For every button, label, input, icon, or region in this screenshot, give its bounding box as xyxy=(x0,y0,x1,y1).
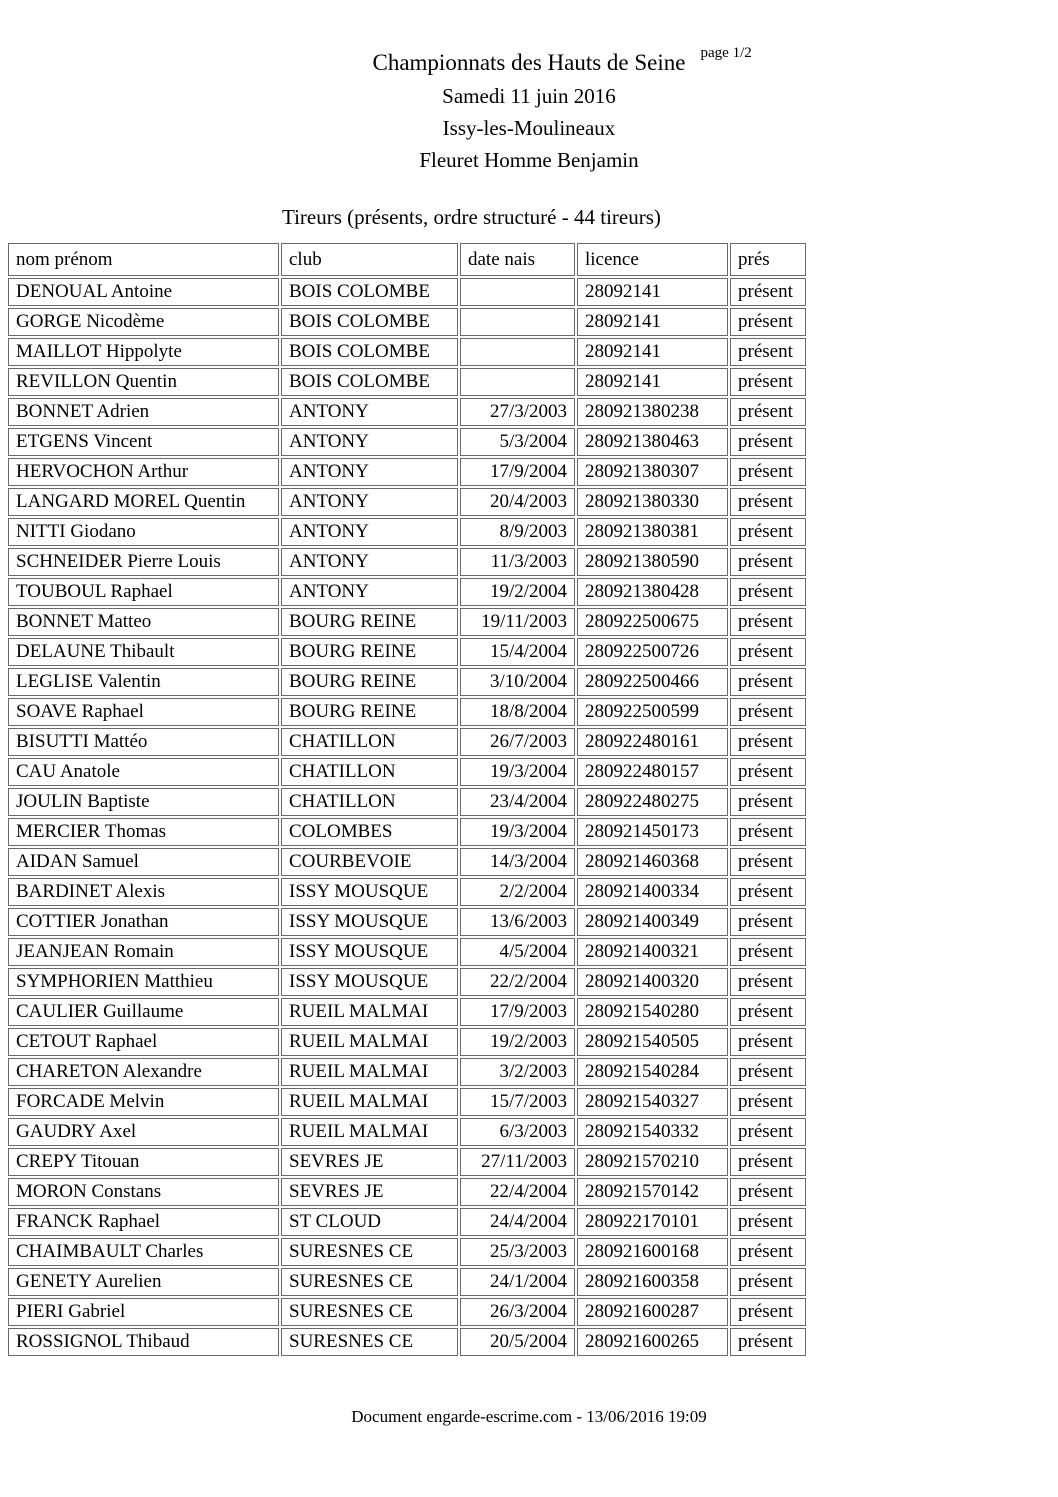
page-title: Championnats des Hauts de Seine xyxy=(372,50,686,75)
cell-licence: 280921600168 xyxy=(577,1238,728,1266)
cell-name: FRANCK Raphael xyxy=(8,1208,279,1236)
cell-present: présent xyxy=(730,938,806,966)
column-header-birthdate: date nais xyxy=(460,243,575,276)
cell-licence: 280921600287 xyxy=(577,1298,728,1326)
cell-birthdate: 6/3/2003 xyxy=(460,1118,575,1146)
cell-club: RUEIL MALMAI xyxy=(281,998,458,1026)
cell-name: LEGLISE Valentin xyxy=(8,668,279,696)
cell-birthdate: 18/8/2004 xyxy=(460,698,575,726)
cell-birthdate: 19/11/2003 xyxy=(460,608,575,636)
column-header-present: prés xyxy=(730,243,806,276)
cell-club: BOIS COLOMBE xyxy=(281,308,458,336)
cell-present: présent xyxy=(730,968,806,996)
cell-present: présent xyxy=(730,1148,806,1176)
table-header-row xyxy=(8,243,806,276)
table-row xyxy=(8,518,806,546)
cell-birthdate: 14/3/2004 xyxy=(460,848,575,876)
cell-name: CAULIER Guillaume xyxy=(8,998,279,1026)
table-row xyxy=(8,488,806,516)
cell-club: BOURG REINE xyxy=(281,698,458,726)
cell-club: ANTONY xyxy=(281,398,458,426)
cell-club: RUEIL MALMAI xyxy=(281,1028,458,1056)
cell-licence: 28092141 xyxy=(577,368,728,396)
table-row xyxy=(8,398,806,426)
cell-licence: 280922500675 xyxy=(577,608,728,636)
table-row xyxy=(8,908,806,936)
cell-birthdate: 19/3/2004 xyxy=(460,758,575,786)
table-row xyxy=(8,548,806,576)
cell-name: GENETY Aurelien xyxy=(8,1268,279,1296)
cell-club: ANTONY xyxy=(281,518,458,546)
cell-club: BOIS COLOMBE xyxy=(281,368,458,396)
cell-name: COTTIER Jonathan xyxy=(8,908,279,936)
cell-birthdate: 23/4/2004 xyxy=(460,788,575,816)
cell-club: CHATILLON xyxy=(281,728,458,756)
table-row xyxy=(8,458,806,486)
cell-club: BOIS COLOMBE xyxy=(281,278,458,306)
cell-licence: 280921400321 xyxy=(577,938,728,966)
cell-present: présent xyxy=(730,1328,806,1356)
cell-licence: 280922500599 xyxy=(577,698,728,726)
table-row xyxy=(8,728,806,756)
table-row xyxy=(8,698,806,726)
table-row xyxy=(8,338,806,366)
cell-present: présent xyxy=(730,1238,806,1266)
cell-licence: 280921600358 xyxy=(577,1268,728,1296)
table-row xyxy=(8,1268,806,1296)
cell-club: ISSY MOUSQUE xyxy=(281,938,458,966)
table-row xyxy=(8,1028,806,1056)
cell-birthdate: 24/1/2004 xyxy=(460,1268,575,1296)
footer-text: Document engarde-escrime.com - 13/06/2016 19:09 xyxy=(351,1407,707,1426)
cell-birthdate: 25/3/2003 xyxy=(460,1238,575,1266)
document-header xyxy=(0,0,1058,176)
cell-name: BARDINET Alexis xyxy=(8,878,279,906)
cell-present: présent xyxy=(730,1088,806,1116)
cell-licence: 280922500466 xyxy=(577,668,728,696)
cell-club: BOIS COLOMBE xyxy=(281,338,458,366)
table-row xyxy=(8,788,806,816)
table-row xyxy=(8,878,806,906)
section-heading: Tireurs (présents, ordre structuré - 44 tireurs) xyxy=(282,205,661,229)
roster-table xyxy=(6,241,808,1358)
cell-birthdate xyxy=(460,368,575,396)
cell-present: présent xyxy=(730,488,806,516)
cell-name: GORGE Nicodème xyxy=(8,308,279,336)
cell-licence: 280921540505 xyxy=(577,1028,728,1056)
roster-table-body xyxy=(8,278,806,1356)
table-row xyxy=(8,818,806,846)
cell-birthdate: 22/2/2004 xyxy=(460,968,575,996)
cell-birthdate xyxy=(460,308,575,336)
cell-licence: 280921400349 xyxy=(577,908,728,936)
cell-name: ROSSIGNOL Thibaud xyxy=(8,1328,279,1356)
cell-club: ANTONY xyxy=(281,548,458,576)
column-header-name: nom prénom xyxy=(8,243,279,276)
event-date: Samedi 11 juin 2016 xyxy=(442,84,616,108)
table-row xyxy=(8,638,806,666)
cell-present: présent xyxy=(730,1058,806,1086)
cell-name: TOUBOUL Raphael xyxy=(8,578,279,606)
cell-name: HERVOCHON Arthur xyxy=(8,458,279,486)
cell-licence: 280922480157 xyxy=(577,758,728,786)
table-row xyxy=(8,668,806,696)
table-row xyxy=(8,1178,806,1206)
cell-name: CREPY Titouan xyxy=(8,1148,279,1176)
cell-licence: 280921380381 xyxy=(577,518,728,546)
table-row xyxy=(8,1148,806,1176)
cell-licence: 280921380238 xyxy=(577,398,728,426)
cell-birthdate: 11/3/2003 xyxy=(460,548,575,576)
cell-present: présent xyxy=(730,788,806,816)
cell-birthdate: 15/7/2003 xyxy=(460,1088,575,1116)
cell-present: présent xyxy=(730,1298,806,1326)
cell-name: JEANJEAN Romain xyxy=(8,938,279,966)
cell-name: CHARETON Alexandre xyxy=(8,1058,279,1086)
cell-present: présent xyxy=(730,338,806,366)
cell-birthdate: 13/6/2003 xyxy=(460,908,575,936)
cell-name: CHAIMBAULT Charles xyxy=(8,1238,279,1266)
cell-present: présent xyxy=(730,698,806,726)
cell-licence: 280921380590 xyxy=(577,548,728,576)
cell-birthdate: 8/9/2003 xyxy=(460,518,575,546)
cell-club: COLOMBES xyxy=(281,818,458,846)
cell-licence: 280922500726 xyxy=(577,638,728,666)
cell-present: présent xyxy=(730,1208,806,1236)
cell-present: présent xyxy=(730,668,806,696)
cell-birthdate: 19/2/2003 xyxy=(460,1028,575,1056)
cell-name: GAUDRY Axel xyxy=(8,1118,279,1146)
cell-present: présent xyxy=(730,1178,806,1206)
cell-licence: 280921380330 xyxy=(577,488,728,516)
cell-licence: 280922480275 xyxy=(577,788,728,816)
cell-club: SEVRES JE xyxy=(281,1148,458,1176)
cell-club: ANTONY xyxy=(281,488,458,516)
table-row xyxy=(8,968,806,996)
cell-present: présent xyxy=(730,278,806,306)
table-row xyxy=(8,1298,806,1326)
cell-licence: 280921450173 xyxy=(577,818,728,846)
cell-name: MERCIER Thomas xyxy=(8,818,279,846)
table-row xyxy=(8,278,806,306)
cell-birthdate: 3/2/2003 xyxy=(460,1058,575,1086)
cell-birthdate: 5/3/2004 xyxy=(460,428,575,456)
cell-club: CHATILLON xyxy=(281,758,458,786)
cell-licence: 28092141 xyxy=(577,308,728,336)
cell-birthdate: 2/2/2004 xyxy=(460,878,575,906)
table-row xyxy=(8,1208,806,1236)
table-row xyxy=(8,1058,806,1086)
cell-licence: 280921540332 xyxy=(577,1118,728,1146)
cell-present: présent xyxy=(730,848,806,876)
cell-present: présent xyxy=(730,1268,806,1296)
cell-club: SURESNES CE xyxy=(281,1238,458,1266)
cell-licence: 280921460368 xyxy=(577,848,728,876)
cell-name: DELAUNE Thibault xyxy=(8,638,279,666)
cell-club: ANTONY xyxy=(281,428,458,456)
cell-licence: 280922480161 xyxy=(577,728,728,756)
cell-birthdate: 15/4/2004 xyxy=(460,638,575,666)
cell-present: présent xyxy=(730,1028,806,1056)
cell-club: RUEIL MALMAI xyxy=(281,1058,458,1086)
cell-present: présent xyxy=(730,308,806,336)
cell-name: CETOUT Raphael xyxy=(8,1028,279,1056)
table-row xyxy=(8,608,806,636)
cell-licence: 28092141 xyxy=(577,278,728,306)
cell-name: REVILLON Quentin xyxy=(8,368,279,396)
cell-club: BOURG REINE xyxy=(281,608,458,636)
title-block xyxy=(372,45,752,80)
cell-name: JOULIN Baptiste xyxy=(8,788,279,816)
cell-club: SEVRES JE xyxy=(281,1178,458,1206)
table-row xyxy=(8,998,806,1026)
table-row xyxy=(8,368,806,396)
cell-club: ANTONY xyxy=(281,458,458,486)
table-row xyxy=(8,428,806,456)
cell-present: présent xyxy=(730,728,806,756)
cell-present: présent xyxy=(730,638,806,666)
column-header-club: club xyxy=(281,243,458,276)
cell-name: NITTI Giodano xyxy=(8,518,279,546)
cell-licence: 280921540327 xyxy=(577,1088,728,1116)
cell-birthdate: 26/3/2004 xyxy=(460,1298,575,1326)
cell-birthdate: 4/5/2004 xyxy=(460,938,575,966)
cell-name: LANGARD MOREL Quentin xyxy=(8,488,279,516)
table-row xyxy=(8,578,806,606)
cell-licence: 280921380428 xyxy=(577,578,728,606)
cell-club: SURESNES CE xyxy=(281,1298,458,1326)
cell-club: ISSY MOUSQUE xyxy=(281,968,458,996)
table-row xyxy=(8,1238,806,1266)
cell-licence: 280921400320 xyxy=(577,968,728,996)
cell-present: présent xyxy=(730,458,806,486)
cell-present: présent xyxy=(730,818,806,846)
cell-club: SURESNES CE xyxy=(281,1268,458,1296)
cell-name: PIERI Gabriel xyxy=(8,1298,279,1326)
cell-birthdate: 17/9/2004 xyxy=(460,458,575,486)
cell-club: ST CLOUD xyxy=(281,1208,458,1236)
cell-present: présent xyxy=(730,368,806,396)
cell-name: SCHNEIDER Pierre Louis xyxy=(8,548,279,576)
cell-present: présent xyxy=(730,548,806,576)
cell-licence: 280921540280 xyxy=(577,998,728,1026)
cell-name: MORON Constans xyxy=(8,1178,279,1206)
cell-club: COURBEVOIE xyxy=(281,848,458,876)
table-row xyxy=(8,1088,806,1116)
cell-birthdate: 19/2/2004 xyxy=(460,578,575,606)
cell-licence: 280921400334 xyxy=(577,878,728,906)
cell-club: RUEIL MALMAI xyxy=(281,1118,458,1146)
cell-licence: 280921570142 xyxy=(577,1178,728,1206)
cell-birthdate: 24/4/2004 xyxy=(460,1208,575,1236)
cell-birthdate: 27/11/2003 xyxy=(460,1148,575,1176)
cell-birthdate: 19/3/2004 xyxy=(460,818,575,846)
cell-club: ISSY MOUSQUE xyxy=(281,878,458,906)
cell-licence: 280921380463 xyxy=(577,428,728,456)
cell-club: SURESNES CE xyxy=(281,1328,458,1356)
column-header-licence: licence xyxy=(577,243,728,276)
cell-name: SOAVE Raphael xyxy=(8,698,279,726)
cell-club: CHATILLON xyxy=(281,788,458,816)
cell-licence: 280922170101 xyxy=(577,1208,728,1236)
cell-birthdate: 27/3/2003 xyxy=(460,398,575,426)
cell-present: présent xyxy=(730,578,806,606)
event-category: Fleuret Homme Benjamin xyxy=(419,148,639,172)
cell-club: BOURG REINE xyxy=(281,668,458,696)
cell-birthdate xyxy=(460,338,575,366)
cell-name: FORCADE Melvin xyxy=(8,1088,279,1116)
cell-licence: 280921600265 xyxy=(577,1328,728,1356)
cell-name: DENOUAL Antoine xyxy=(8,278,279,306)
cell-name: BONNET Adrien xyxy=(8,398,279,426)
cell-club: ISSY MOUSQUE xyxy=(281,908,458,936)
cell-name: CAU Anatole xyxy=(8,758,279,786)
cell-name: BONNET Matteo xyxy=(8,608,279,636)
cell-club: ANTONY xyxy=(281,578,458,606)
table-row xyxy=(8,758,806,786)
cell-licence: 28092141 xyxy=(577,338,728,366)
cell-licence: 280921380307 xyxy=(577,458,728,486)
cell-club: BOURG REINE xyxy=(281,638,458,666)
cell-present: présent xyxy=(730,518,806,546)
table-row xyxy=(8,1328,806,1356)
cell-birthdate: 3/10/2004 xyxy=(460,668,575,696)
table-row xyxy=(8,1118,806,1146)
cell-licence: 280921540284 xyxy=(577,1058,728,1086)
cell-name: SYMPHORIEN Matthieu xyxy=(8,968,279,996)
cell-birthdate: 26/7/2003 xyxy=(460,728,575,756)
cell-present: présent xyxy=(730,1118,806,1146)
cell-birthdate: 20/4/2003 xyxy=(460,488,575,516)
page-indicator: page 1/2 xyxy=(700,45,752,61)
cell-present: présent xyxy=(730,908,806,936)
cell-name: BISUTTI Mattéo xyxy=(8,728,279,756)
cell-name: MAILLOT Hippolyte xyxy=(8,338,279,366)
event-location: Issy-les-Moulineaux xyxy=(442,116,616,140)
table-row xyxy=(8,848,806,876)
cell-name: AIDAN Samuel xyxy=(8,848,279,876)
cell-present: présent xyxy=(730,758,806,786)
cell-name: ETGENS Vincent xyxy=(8,428,279,456)
cell-birthdate xyxy=(460,278,575,306)
table-row xyxy=(8,938,806,966)
cell-licence: 280921570210 xyxy=(577,1148,728,1176)
cell-club: RUEIL MALMAI xyxy=(281,1088,458,1116)
cell-present: présent xyxy=(730,998,806,1026)
cell-birthdate: 22/4/2004 xyxy=(460,1178,575,1206)
cell-present: présent xyxy=(730,398,806,426)
cell-present: présent xyxy=(730,428,806,456)
cell-birthdate: 20/5/2004 xyxy=(460,1328,575,1356)
cell-present: présent xyxy=(730,878,806,906)
cell-birthdate: 17/9/2003 xyxy=(460,998,575,1026)
cell-present: présent xyxy=(730,608,806,636)
table-row xyxy=(8,308,806,336)
